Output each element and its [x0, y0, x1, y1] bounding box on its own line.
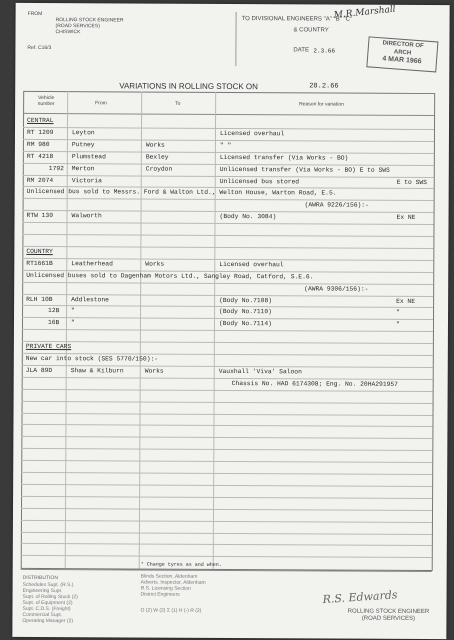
distribution-item: Adverts. Inspector, Aldenham: [140, 579, 206, 586]
distribution-list-2: [141, 574, 251, 599]
distribution-item: Schedules Supt. (R.S.): [22, 581, 74, 589]
footnote: * Change tyres as and when.: [140, 561, 222, 568]
signature: R.S. Edwards: [322, 588, 398, 607]
received-stamp: [366, 36, 438, 72]
stamp-line: ARCH: [393, 49, 412, 57]
from-organisation: [55, 17, 205, 36]
vehicle-number: RM 980: [26, 140, 50, 148]
full-width-note: New car into stock (SES 5770/150):-: [25, 354, 159, 363]
from-label: FROM: [27, 10, 43, 18]
distribution-item: Engineering Supt.: [22, 587, 63, 595]
vehicle-number: RT 4218: [26, 152, 54, 160]
vehicle-number: RM 2074: [26, 176, 54, 184]
reason-text: (Body No.7110): [219, 308, 272, 316]
vehicle-number: RLH 10B: [26, 295, 53, 303]
ex-code: ": [395, 321, 400, 329]
from-garage: Merton: [71, 164, 95, 172]
distribution-item: Supt. of Equipment (2): [22, 599, 73, 607]
from-org-line: CHISWICK: [55, 29, 81, 36]
vehicle-number: 16B: [47, 319, 60, 327]
ex-code: E to SWS: [396, 178, 427, 186]
from-org-line: ROLLING STOCK ENGINEER: [55, 17, 124, 24]
chassis-details: Chassis No. HAD 6174308; Eng. No. 20HA291957: [231, 379, 398, 388]
reason-text: (Body No.7108): [219, 296, 273, 304]
distribution-item: Blinds Section, Aldenham: [140, 573, 198, 580]
from-garage: ": [71, 307, 75, 315]
distribution-item: District Engineers: [140, 591, 180, 598]
column-header-from: From: [95, 100, 107, 107]
reason-text: Licensed overhaul: [219, 129, 285, 138]
column-header-vehicle: Vehicle number: [37, 94, 55, 108]
stamp-date: 4 MAR 1966: [382, 55, 422, 66]
to-garage: Bexley: [145, 153, 169, 161]
distribution-codes: O (2) W (2) Σ (1) H (-) R (2): [140, 607, 202, 614]
ex-code: Ex NE: [396, 297, 416, 305]
to-garage: Works: [145, 141, 165, 149]
authority-reference: (AWRA 9226/156):-: [304, 201, 369, 210]
full-width-note: Unlicensed bus sold to Messrs. Ford & Walton Ltd., Welton House, Warton Road, E.5.: [26, 188, 337, 197]
to-line: TO DIVISIONAL ENGINEERS "A" "B" "C": [241, 16, 353, 23]
vehicle-number: RTW 130: [26, 212, 54, 220]
reason-text: Unlicensed bus stored: [219, 177, 300, 185]
distribution-list: [22, 582, 132, 625]
from-garage: Addlestone: [71, 295, 109, 303]
vehicle-number: RT 1209: [26, 128, 54, 136]
section-heading: COUNTRY: [26, 247, 53, 255]
vehicle-number: RT1661B: [26, 259, 53, 267]
to-garage: Works: [144, 367, 164, 375]
handwritten-note: M.R.Marshall: [333, 4, 397, 21]
date-value: 2.3.66: [313, 47, 336, 55]
from-garage: Leatherhead: [71, 259, 113, 268]
section-heading: CENTRAL: [27, 116, 54, 125]
stamp-line: DIRECTOR OF: [382, 40, 424, 50]
distribution-item: Commercial Supt.: [22, 611, 63, 619]
from-garage: Putney: [71, 140, 95, 149]
header-divider: [235, 12, 236, 66]
distribution-item: Operating Manager (2): [22, 617, 74, 625]
table-row: [14, 377, 448, 391]
column-header-reason: Reason for variation: [299, 101, 344, 108]
from-garage: Leyton: [71, 129, 95, 137]
signatory-line: ROLLING STOCK ENGINEER: [347, 608, 430, 616]
from-org-line: (ROAD SERVICES): [55, 23, 100, 30]
from-garage: ": [70, 319, 75, 327]
reason-text: Licensed transfer (Via Works - BO): [219, 153, 349, 162]
to-line-2: & COUNTRY: [293, 27, 329, 34]
distribution-label: DISTRIBUTION: [22, 574, 58, 582]
ex-code: Ex NE: [396, 214, 416, 222]
from-garage: Victoria: [71, 176, 102, 184]
vehicle-number: 12B: [48, 307, 60, 315]
reference: Ref. C16/3: [27, 44, 52, 52]
to-garage: Works: [145, 260, 165, 268]
from-garage: Shaw & Kilburn: [70, 367, 124, 375]
column-header-to: To: [175, 100, 181, 107]
reason-text: (Body No. 3084): [219, 213, 277, 221]
authority-reference: (AWRA 9306/156):-: [304, 284, 369, 293]
reason-text: Unlicensed transfer (Via Works - BO) E to SWS: [219, 165, 390, 174]
document-page: [12, 3, 449, 639]
vehicle-number: 1792: [48, 164, 64, 172]
date-label: DATE: [293, 47, 309, 54]
reason-text: Vauxhall 'Viva' Saloon: [218, 367, 302, 376]
distribution-item: Supt. C.D.S. (Freight): [22, 605, 71, 613]
section-heading: PRIVATE CARS: [25, 343, 72, 351]
form-title: VARIATIONS IN ROLLING STOCK ON: [119, 81, 258, 92]
distribution-item: Supt. of Rolling Stock (2): [22, 593, 78, 601]
reason-text: Licensed overhaul: [219, 260, 284, 269]
reason-text: (Body No.7114): [218, 320, 272, 328]
from-garage: Walworth: [71, 212, 102, 220]
signatory-title: [342, 609, 434, 623]
distribution-item: R.S. Licensing Section: [140, 585, 191, 592]
from-garage: Plumstead: [71, 152, 106, 161]
reason-text: " ": [219, 141, 232, 149]
title-date: 28.2.66: [309, 82, 339, 91]
to-garage: Croydon: [145, 165, 173, 173]
vehicle-number: JLA 89D: [25, 366, 53, 374]
ex-code: ": [396, 309, 400, 317]
full-width-note: Unlicensed buses sold to Dagenham Motors Ltd., Sangley Road, Catford, S.E.6.: [26, 271, 314, 281]
signatory-line: (ROAD SERVICES): [361, 615, 416, 622]
